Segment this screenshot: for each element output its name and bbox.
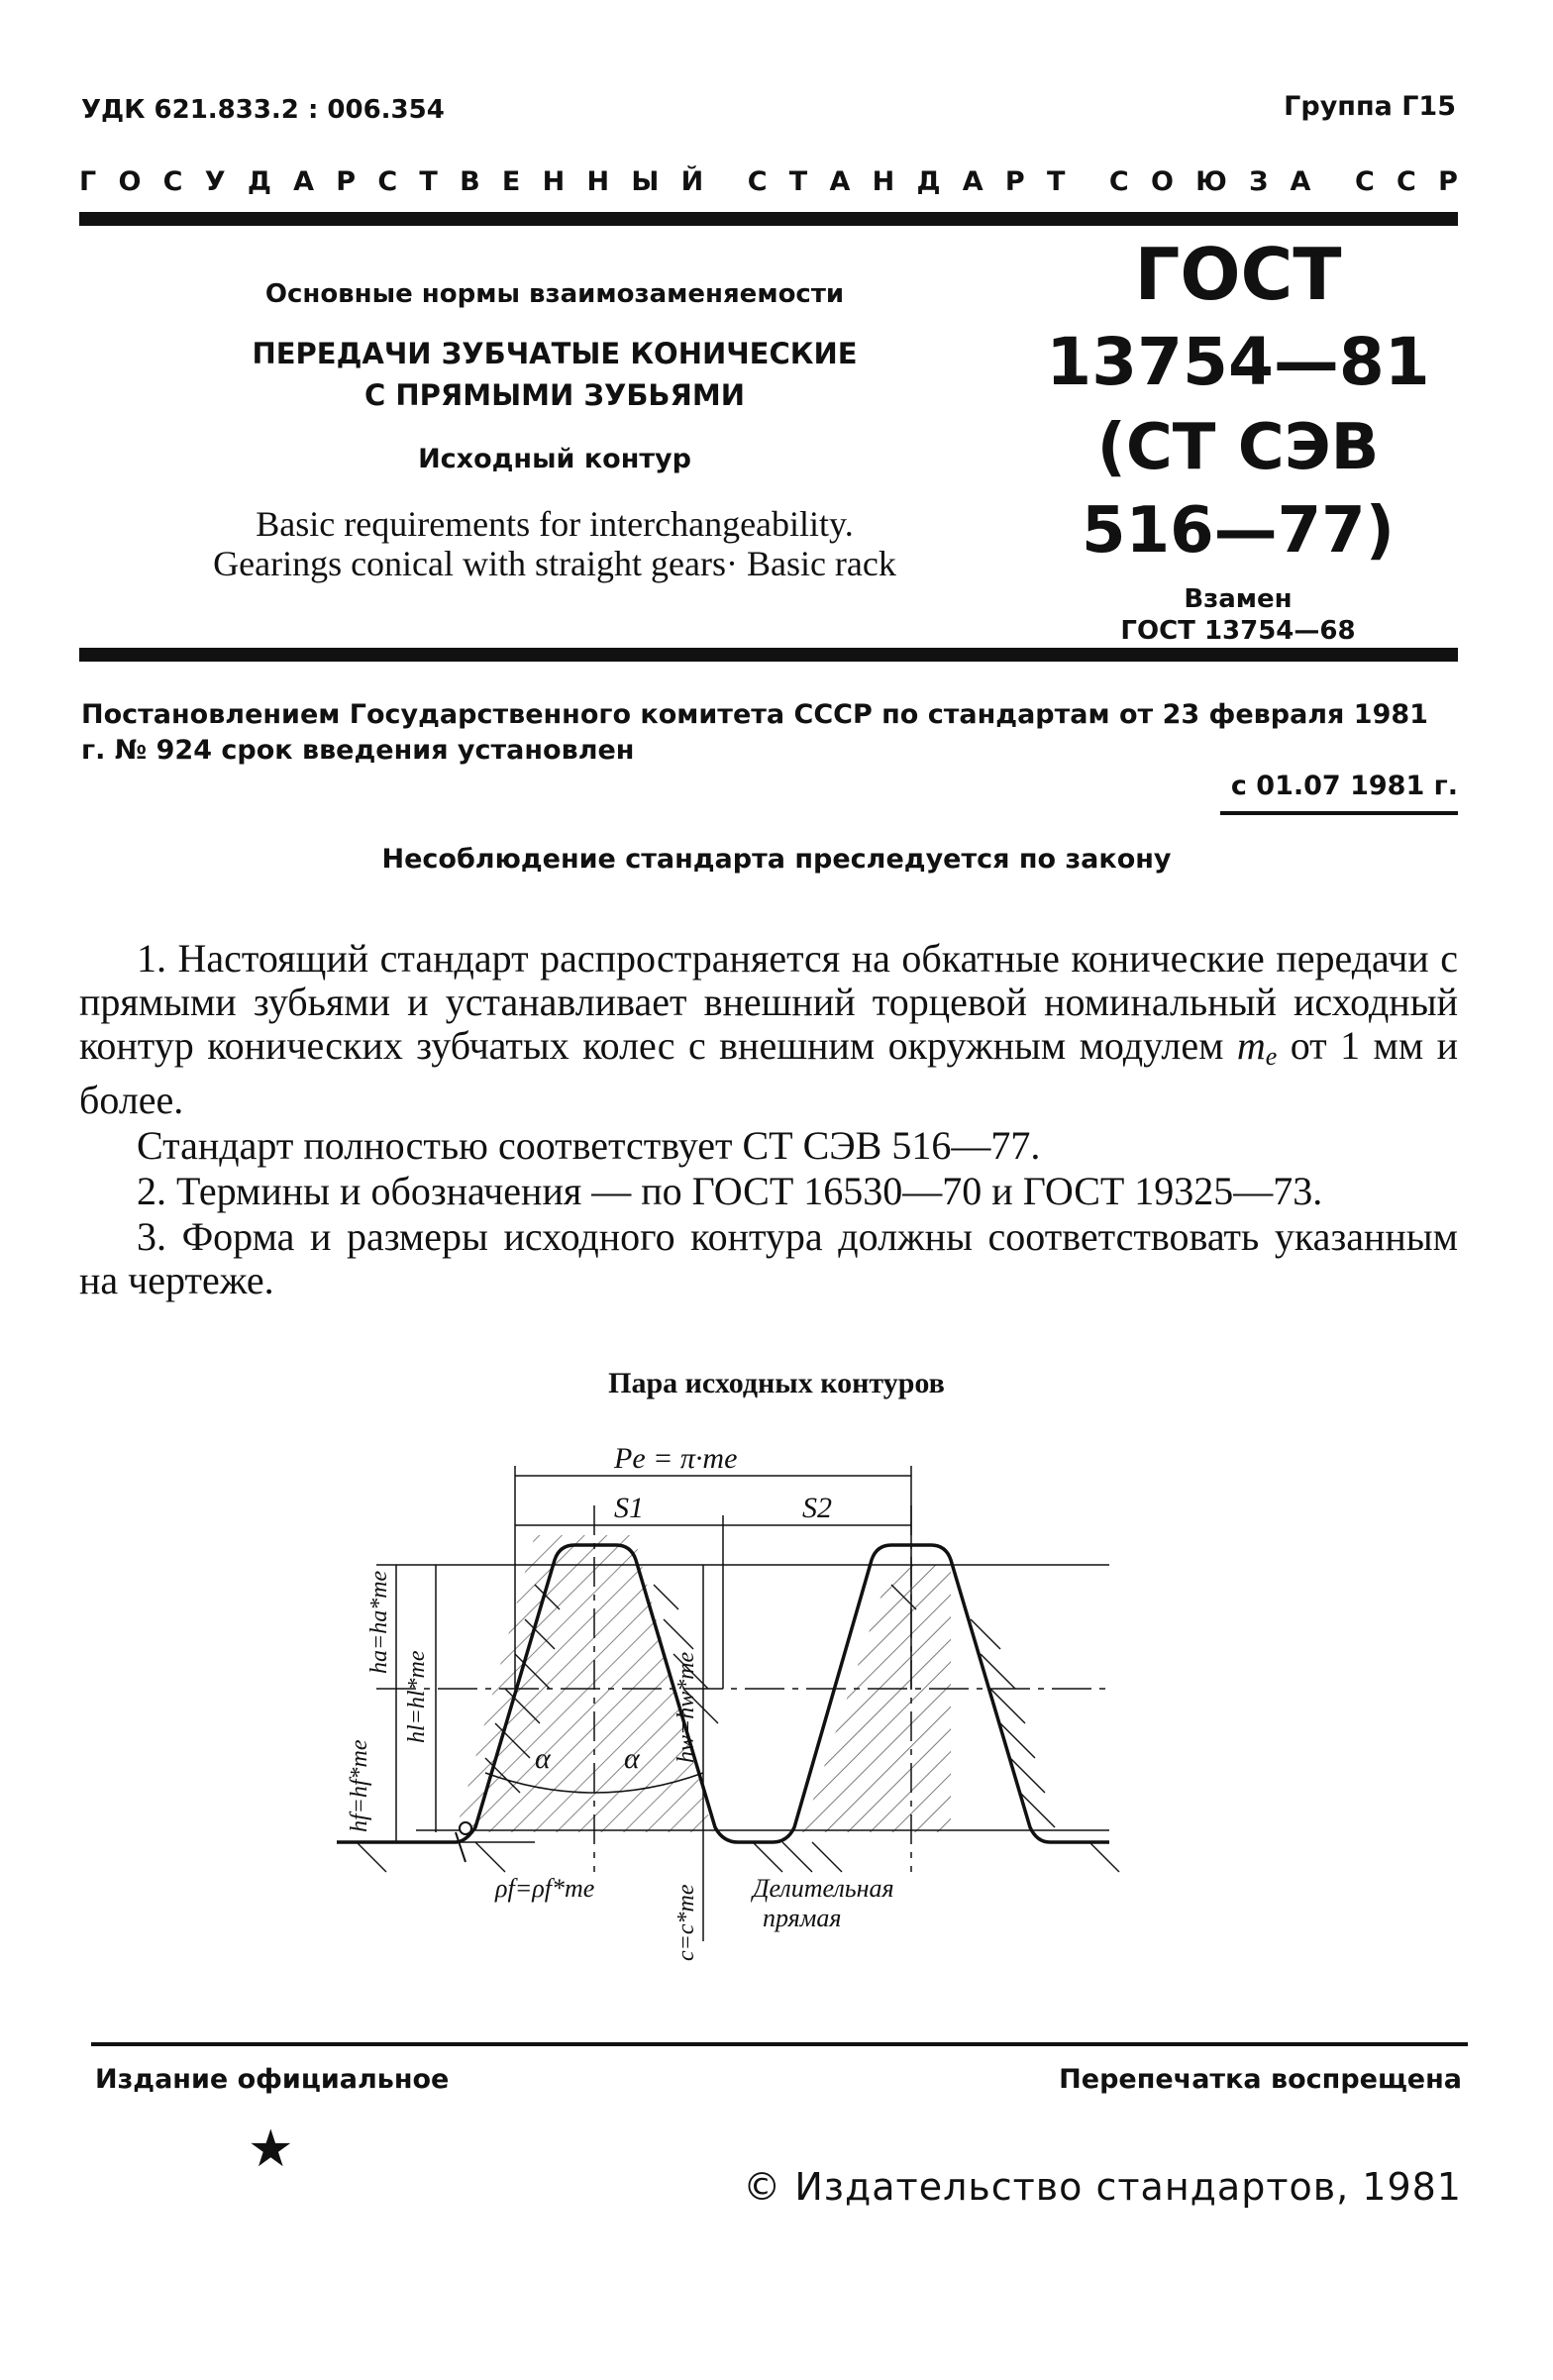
standard-title-line2: С ПРЯМЫМИ ЗУБЬЯМИ	[364, 378, 745, 412]
title-letter: О	[118, 166, 142, 197]
title-letter: Т	[1046, 166, 1066, 197]
label-pitch-line-1: Делительная	[753, 1874, 894, 1903]
label-rho: ρf=ρf*me	[495, 1874, 595, 1903]
decree-text: Постановлением Государственного комитета СССР по стандартам от 23 февраля 1981 г. № 924 срок введения установлен	[81, 699, 1428, 766]
title-letter: А	[293, 166, 315, 197]
udk-code: УДК 621.833.2 : 006.354	[81, 95, 445, 125]
title-letter: С	[1354, 166, 1375, 197]
title-letter: Н	[542, 166, 566, 197]
title-letter: Р	[1438, 166, 1458, 197]
title-letter: С	[1397, 166, 1416, 197]
gost-number: 13754—81	[1046, 324, 1430, 400]
title-letter: Ю	[1195, 166, 1227, 197]
copyright: © Издательство стандартов, 1981	[743, 2165, 1462, 2209]
title-letter: Р	[336, 166, 357, 197]
title-letter: Т	[419, 166, 438, 197]
title-letter: А	[1290, 166, 1311, 197]
fillet-marker	[460, 1822, 471, 1834]
title-letter: Й	[680, 166, 704, 197]
title-letter: Н	[586, 166, 610, 197]
title-block	[109, 279, 1000, 583]
st-sev-line1: (СТ СЭВ	[1096, 411, 1380, 484]
english-title-line2: Gearings conical with straight gears· Basic rack	[213, 544, 896, 583]
figure-caption: Пара исходных контуров	[608, 1367, 945, 1399]
title-letter: С	[1108, 166, 1129, 197]
group-code: Группа Г15	[1284, 91, 1456, 122]
standard-title-line1: ПЕРЕДАЧИ ЗУБЧАТЫЕ КОНИЧЕСКИЕ	[252, 337, 858, 370]
label-s1: S1	[614, 1492, 644, 1524]
english-title	[109, 504, 1000, 583]
title-letter: Г	[79, 166, 97, 197]
title-letter: Д	[916, 166, 941, 197]
title-letter: Р	[1004, 166, 1025, 197]
title-letter: С	[162, 166, 183, 197]
title-letter: А	[829, 166, 851, 197]
norms-heading: Основные нормы взаимозаменяемости	[264, 279, 845, 309]
basic-rack-diagram	[337, 1446, 1307, 2001]
gost-number-block	[1040, 230, 1436, 646]
replaces-label: Взамен	[1184, 584, 1293, 614]
title-letter: У	[204, 166, 226, 197]
top-rule	[79, 212, 1458, 226]
title-letter: С	[377, 166, 398, 197]
paragraph-1-end: от 1 мм и более.	[79, 1023, 1458, 1122]
middle-rule	[79, 648, 1458, 662]
title-letter: Т	[788, 166, 808, 197]
reprint-forbidden: Перепечатка воспрещена	[1059, 2064, 1462, 2095]
label-alpha-right: α	[624, 1742, 640, 1775]
decree-date: с 01.07 1981 г.	[1220, 771, 1458, 815]
violation-notice: Несоблюдение стандарта преследуется по закону	[381, 844, 1172, 875]
label-c: c=c*me	[673, 1884, 699, 1961]
replaces-gost: ГОСТ 13754—68	[1120, 616, 1356, 646]
title-letter: З	[1249, 166, 1269, 197]
title-letter: О	[1150, 166, 1174, 197]
star-icon: ★	[248, 2120, 294, 2179]
label-hw: hw=hw*me	[673, 1651, 699, 1763]
label-alpha-left: α	[535, 1742, 551, 1775]
title-letter: А	[962, 166, 984, 197]
state-standard-title	[79, 166, 1458, 197]
module-symbol: m	[1236, 1023, 1266, 1068]
label-ha: ha=ha*me	[366, 1570, 392, 1674]
standard-subtitle: Исходный контур	[418, 444, 691, 474]
title-letter: С	[747, 166, 768, 197]
footer-rule	[91, 2042, 1468, 2046]
english-title-line1: Basic requirements for interchangeability.	[256, 504, 854, 544]
paragraph-1	[79, 937, 1458, 1122]
title-letter: Д	[247, 166, 271, 197]
module-subscript: e	[1265, 1042, 1278, 1071]
paragraph-1b: Стандарт полностью соответствует СТ СЭВ 516—77.	[137, 1123, 1041, 1168]
label-hl: hl=hl*me	[404, 1650, 430, 1743]
title-letter: Е	[501, 166, 521, 197]
st-sev-line2: 516—77)	[1082, 494, 1395, 568]
title-letter: Ы	[631, 166, 660, 197]
label-pitch: Pe = π·me	[614, 1446, 738, 1475]
body-text	[79, 937, 1458, 1302]
label-s2: S2	[802, 1492, 832, 1524]
paragraph-1-text: 1. Настоящий стандарт распространяется на обкатные конические передачи с прямыми зубьями и устанавливает внешний торцевой номинальный исходный контур конических зубчатых колес с внешним окружным модулем	[79, 936, 1458, 1068]
standard-title	[109, 333, 1000, 416]
title-letter: В	[460, 166, 480, 197]
label-hf: hf=hf*me	[347, 1739, 372, 1832]
official-edition: Издание официальное	[95, 2064, 450, 2095]
paragraph-2: 2. Термины и обозначения — по ГОСТ 16530—70 и ГОСТ 19325—73.	[137, 1169, 1323, 1213]
title-letter: Н	[872, 166, 895, 197]
label-pitch-line-2: прямая	[763, 1904, 842, 1932]
gost-label: ГОСТ	[1134, 233, 1342, 316]
paragraph-3: 3. Форма и размеры исходного контура должны соответствовать указанным на чертеже.	[79, 1214, 1458, 1302]
